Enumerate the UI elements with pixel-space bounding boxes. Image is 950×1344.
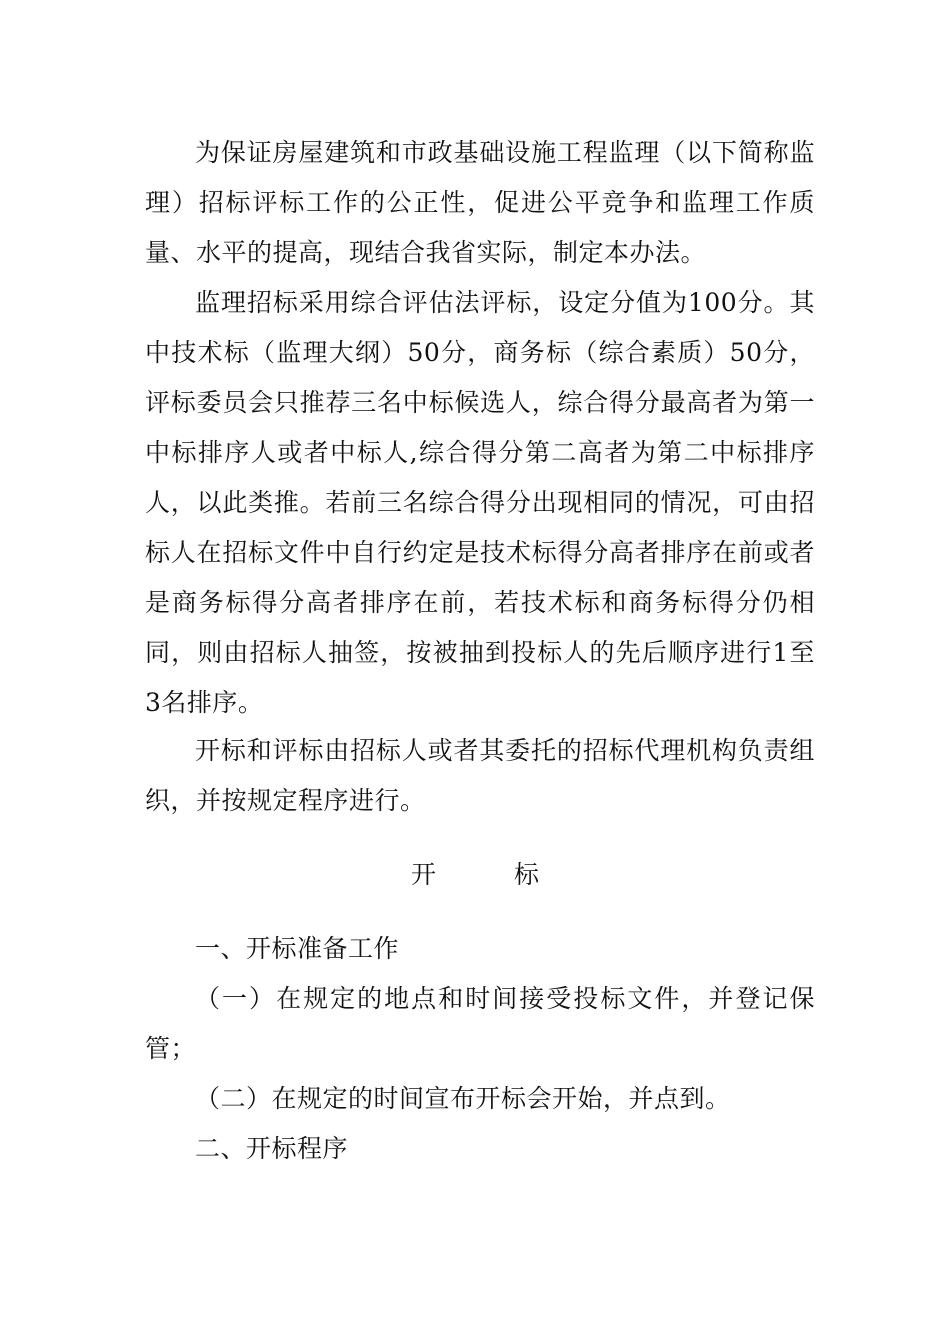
scoring-paragraph: 监理招标采用综合评估法评标，设定分值为100分。其中技术标（监理大纲）50分，商务标（综合素质）50分，评标委员会只推荐三名中标候选人，综合得分最高者为第一中标排序人或者中标人,综合得分第二高者为第二中标排序人，以此类推。若前三名综合得分出现相同的情况，可由招标人在招标文件中自行约定是技术标得分高者排序在前或者是商务标得分高者排序在前，若技术标和商务标得分仍相同，则由招标人抽签，按被抽到投标人的先后顺序进行1至3名排序。 [145, 288, 815, 717]
organization-paragraph: 开标和评标由招标人或者其委托的招标代理机构负责组织，并按规定程序进行。 [145, 736, 815, 815]
list-item-receive-bids: （一）在规定的地点和时间接受投标文件，并登记保管； [145, 984, 815, 1063]
section-heading-char-2: 标 [514, 860, 540, 889]
list-item-preparation: 一、开标准备工作 [195, 934, 400, 963]
section-heading-char-1: 开 [410, 860, 436, 889]
section-heading [0, 850, 950, 900]
list-item-opening-procedure: 二、开标程序 [195, 1134, 349, 1163]
intro-paragraph: 为保证房屋建筑和市政基础设施工程监理（以下简称监理）招标评标工作的公正性，促进公平竞争和监理工作质量、水平的提高，现结合我省实际，制定本办法。 [145, 138, 815, 267]
list-item-announce-start: （二）在规定的时间宣布开标会开始，并点到。 [195, 1084, 731, 1113]
